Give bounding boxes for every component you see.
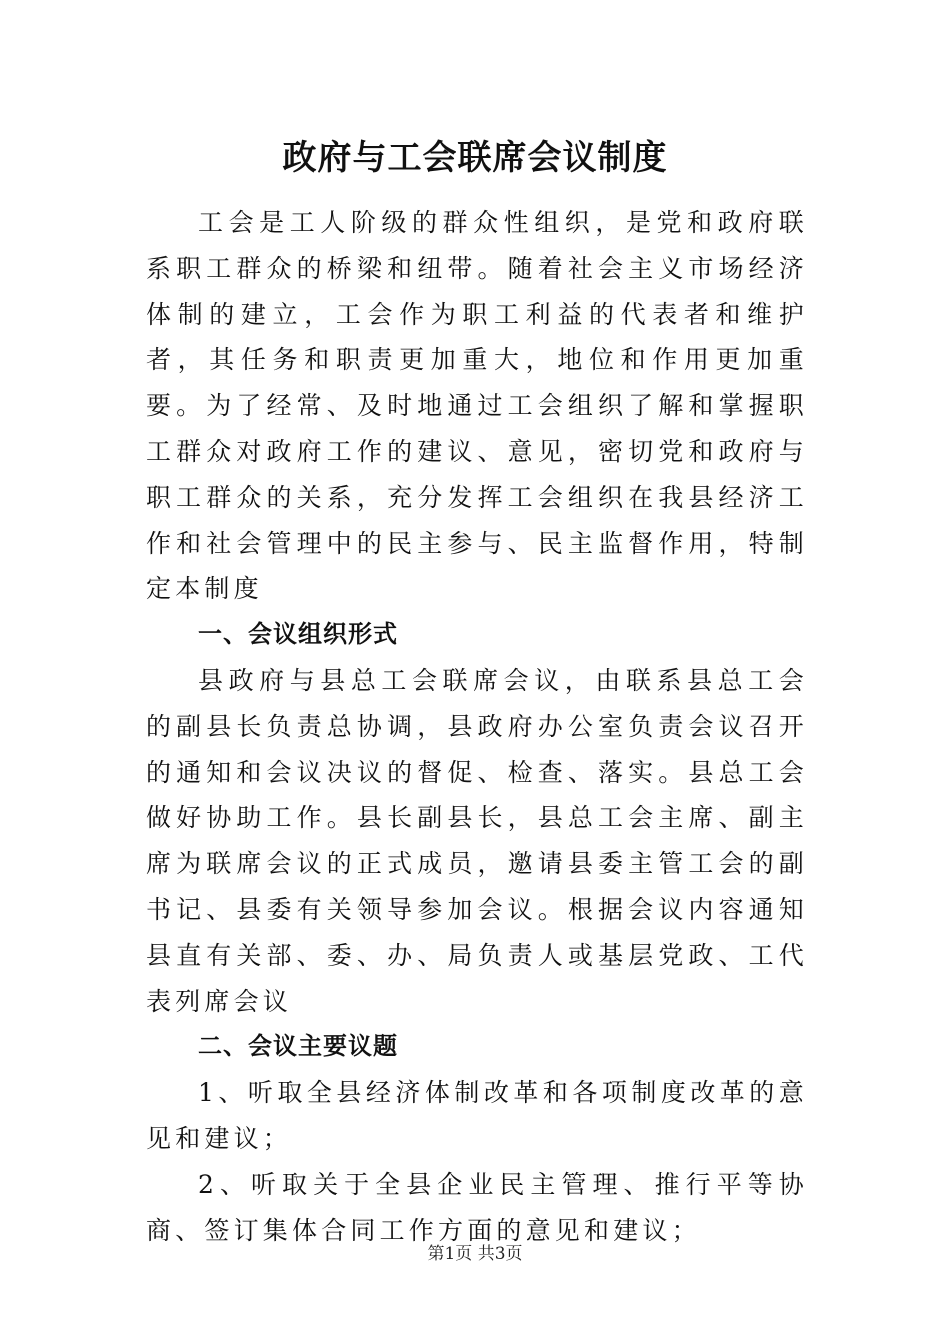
intro-paragraph: 工会是工人阶级的群众性组织，是党和政府联系职工群众的桥梁和纽带。随着社会主义市场经济体制的建立，工会作为职工利益的代表者和维护者，其任务和职责更加重大，地位和作用更加重要。为了经常、及时地通过工会组织了解和掌握职工群众对政府工作的建议、意见，密切党和政府与职工群众的关系，充分发挥工会组织在我县经济工作和社会管理中的民主参与、民主监督作用，特制定本制度 — [146, 208, 808, 604]
document-body — [146, 200, 808, 1253]
page-number-footer: 第1页 共3页 — [427, 1244, 523, 1264]
section-heading-organization: 一、会议组织形式 — [198, 620, 398, 649]
topic-item-1: 1、听取全县经济体制改革和各项制度改革的意见和建议； — [146, 1078, 808, 1153]
document-title: 政府与工会联席会议制度 — [282, 138, 668, 178]
topic-item-2: 2、听取关于全县企业民主管理、推行平等协商、签订集体合同工作方面的意见和建议； — [146, 1169, 808, 1245]
section-heading-topics: 二、会议主要议题 — [198, 1032, 398, 1061]
organization-paragraph: 县政府与县总工会联席会议，由联系县总工会的副县长负责总协调，县政府办公室负责会议召开的通知和会议决议的督促、检查、落实。县总工会做好协助工作。县长副县长，县总工会主席、副主席为联席会议的正式成员，邀请县委主管工会的副书记、县委有关领导参加会议。根据会议内容通知县直有关部、委、办、局负责人或基层党政、工代表列席会议 — [146, 665, 808, 1016]
